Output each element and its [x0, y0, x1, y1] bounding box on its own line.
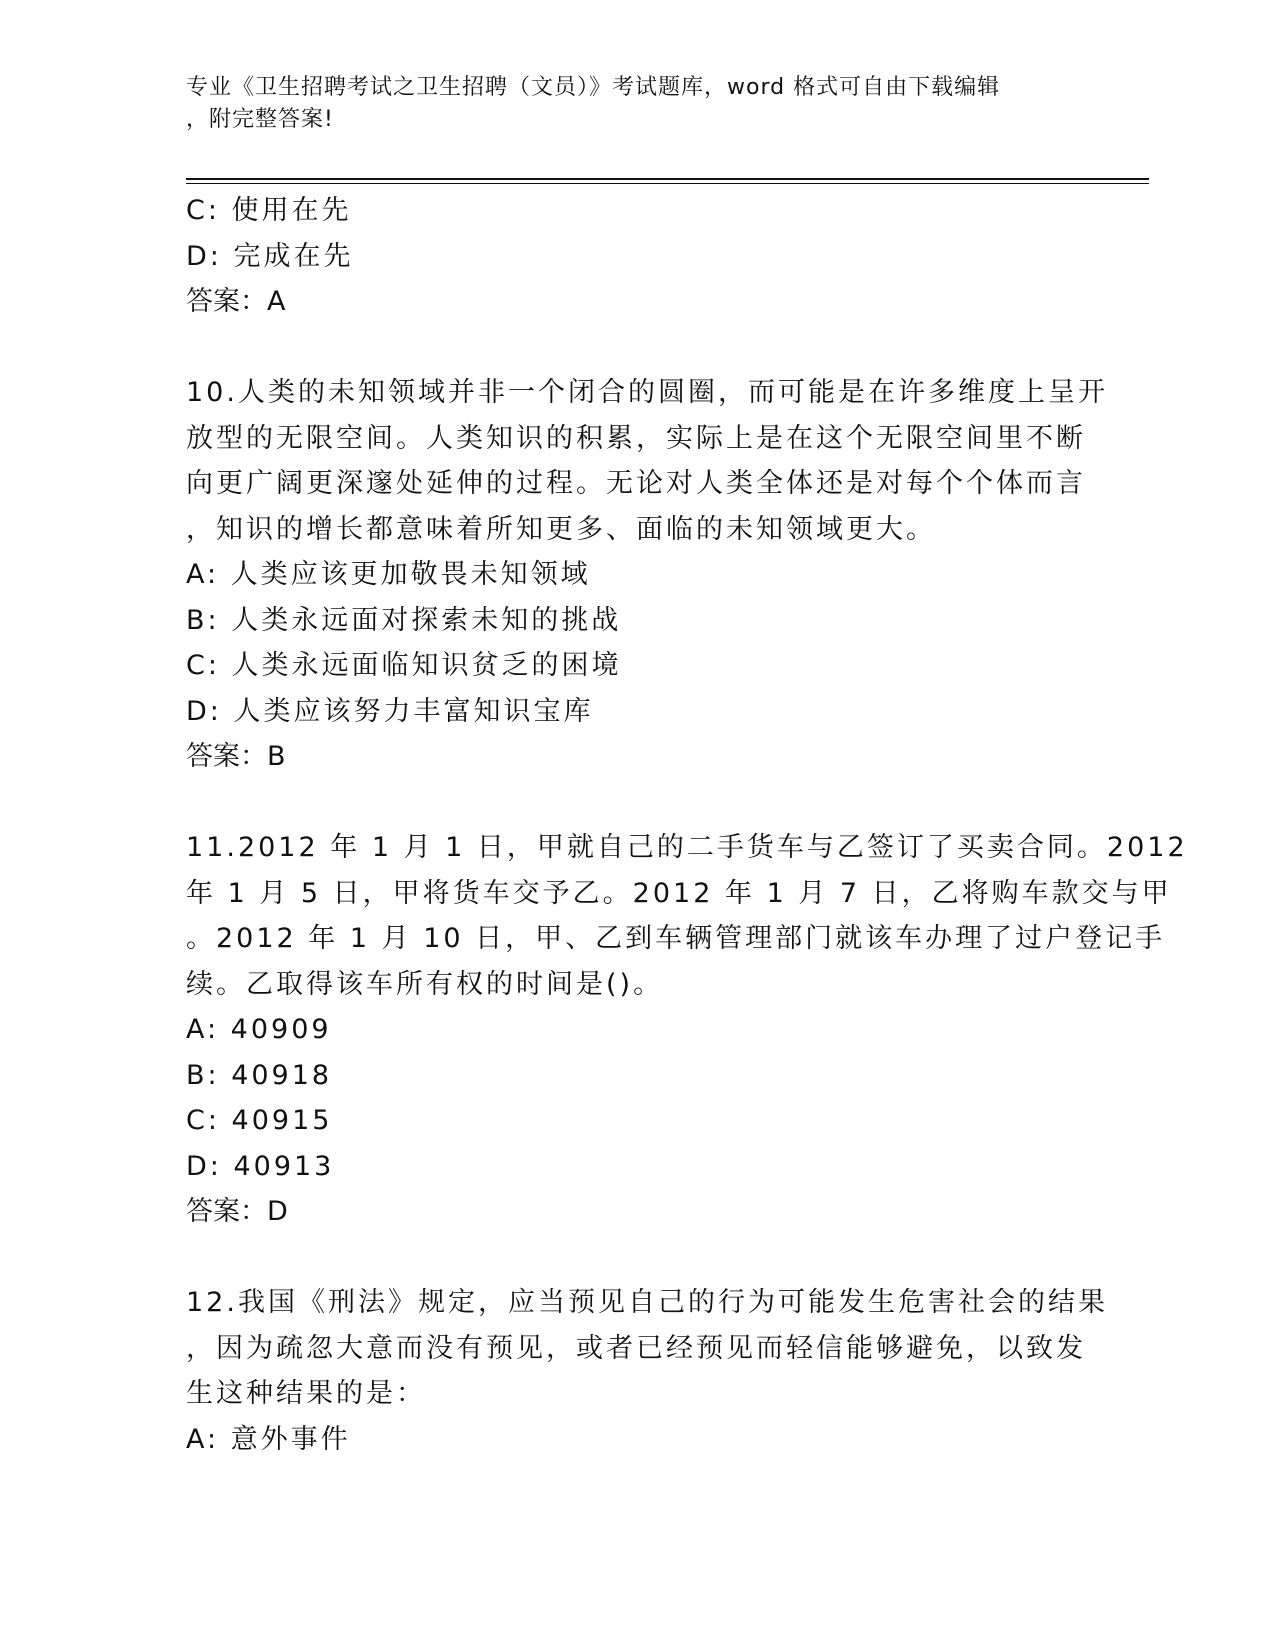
question-spacer — [186, 780, 1106, 826]
option-c: C: 使用在先 — [186, 195, 352, 226]
document-header — [186, 72, 1066, 136]
option-d: D: 人类应该努力丰富知识宝库 — [186, 695, 594, 727]
header-divider-thick — [186, 178, 1149, 180]
question-stem-line: 生这种结果的是： — [186, 1378, 426, 1409]
question-stem-line: 放型的无限空间。人类知识的积累，实际上是在这个无限空间里不断 — [186, 422, 1086, 454]
question-stem-line: 续。乙取得该车所有权的时间是()。 — [186, 968, 664, 1000]
question-spacer — [186, 325, 1106, 371]
question-spacer — [186, 1235, 1106, 1281]
question-10 — [186, 370, 1106, 780]
option-d: D: 40913 — [186, 1150, 335, 1182]
question-stem-line: ，知识的增长都意味着所知更多、面临的未知领域更大。 — [186, 513, 936, 545]
answer-line: 答案：D — [186, 1196, 288, 1227]
option-d: D: 完成在先 — [186, 240, 354, 272]
question-12 — [186, 1280, 1106, 1462]
question-stem-line: 11.2012 年 1 月 1 日，甲就自己的二手货车与乙签订了买卖合同。2012 — [186, 832, 1188, 863]
option-c: C: 人类永远面临知识贫乏的困境 — [186, 650, 622, 681]
option-b: B: 人类永远面对探索未知的挑战 — [186, 604, 622, 636]
question-11 — [186, 825, 1188, 1235]
header-line-1: 专业《卫生招聘考试之卫生招聘（文员）》考试题库，word 格式可自由下载编辑 — [186, 75, 1001, 100]
question-stem-line: 10.人类的未知领域并非一个闭合的圆圈，而可能是在许多维度上呈开 — [186, 377, 1108, 408]
answer-line: 答案：A — [186, 286, 286, 317]
question-9-tail — [186, 188, 1106, 325]
question-stem-line: 12.我国《刑法》规定，应当预见自己的行为可能发生危害社会的结果 — [186, 1287, 1108, 1318]
question-stem-line: 。2012 年 1 月 10 日，甲、乙到车辆管理部门就该车办理了过户登记手 — [186, 923, 1166, 954]
option-b: B: 40918 — [186, 1059, 333, 1091]
header-divider-thin — [186, 183, 1149, 184]
option-c: C: 40915 — [186, 1105, 333, 1136]
header-line-2: ，附完整答案! — [186, 107, 334, 132]
question-stem-line: 年 1 月 5 日，甲将货车交予乙。2012 年 1 月 7 日，乙将购车款交与甲 — [186, 877, 1172, 909]
answer-line: 答案：B — [186, 741, 286, 772]
option-a: A: 意外事件 — [186, 1423, 351, 1455]
question-content — [186, 188, 1188, 1462]
question-stem-line: 向更广阔更深邃处延伸的过程。无论对人类全体还是对每个个体而言 — [186, 468, 1086, 499]
question-stem-line: ，因为疏忽大意而没有预见，或者已经预见而轻信能够避免，以致发 — [186, 1332, 1086, 1364]
option-a: A: 40909 — [186, 1014, 332, 1045]
option-a: A: 人类应该更加敬畏未知领域 — [186, 559, 591, 590]
